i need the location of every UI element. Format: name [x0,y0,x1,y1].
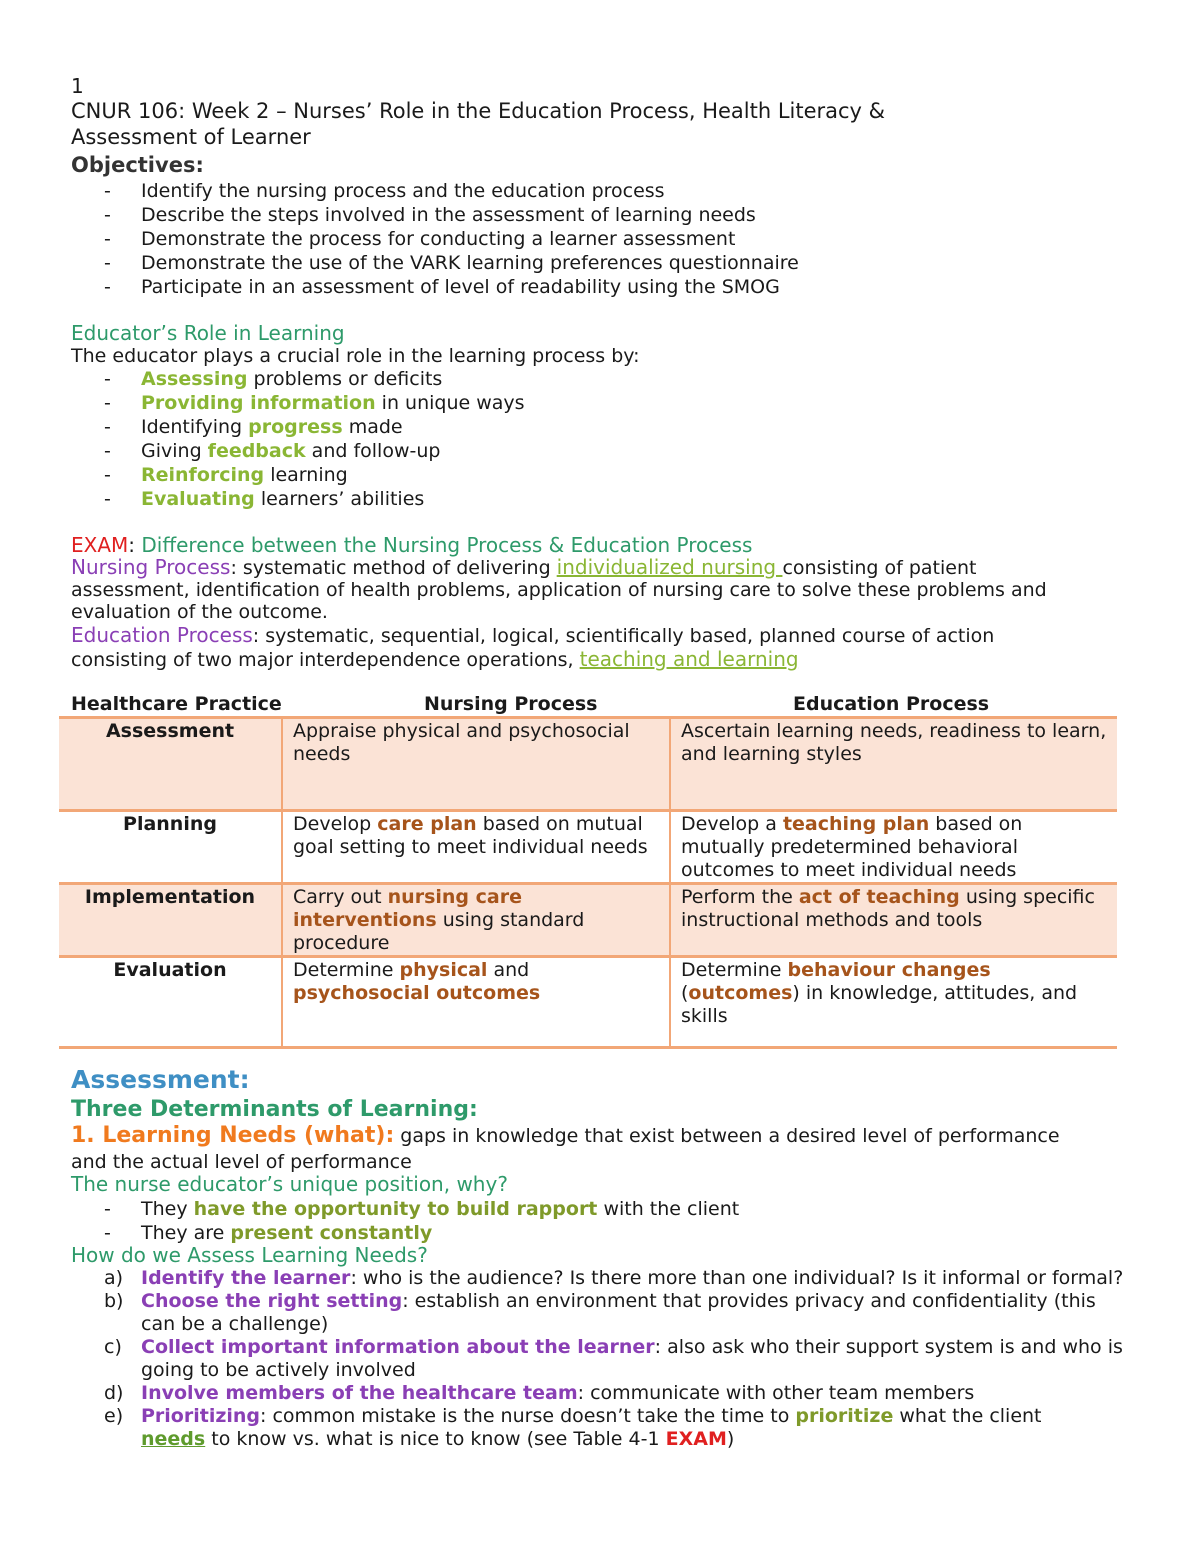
document-title-line1: CNUR 106: Week 2 – Nurses’ Role in the Education Process, Health Literacy & [71,99,886,123]
educator-role-item: - Giving feedback and follow-up [71,439,525,463]
process-comparison-table [59,716,1117,1049]
objectives-heading: Objectives: [71,153,204,177]
educator-role-item: - Evaluating learners’ abilities [71,487,525,511]
nursing-process-definition-line3: evaluation of the outcome. [71,601,328,623]
assessment-step: a) Identify the learner: who is the audience? Is there more than one individual? Is it informal or formal? [104,1267,1124,1289]
table-row [59,811,1117,884]
assessment-heading: Assessment: [71,1065,250,1094]
exam-difference-heading: EXAM: Difference between the Nursing Process & Education Process [71,533,753,557]
table-header-healthcare-practice: Healthcare Practice [71,693,282,715]
row-label: Assessment [59,718,282,811]
document-title-line2: Assessment of Learner [71,125,311,149]
educator-role-item: - Providing information in unique ways [71,391,525,415]
table-row [59,884,1117,957]
nursing-cell: Develop care plan based on mutual goal setting to meet individual needs [282,811,670,884]
education-process-definition-line2: consisting of two major interdependence operations, teaching and learning [71,647,799,671]
unique-position-heading: The nurse educator’s unique position, why? [71,1172,508,1196]
education-process-definition: Education Process: systematic, sequential, logical, scientifically based, planned course of action [71,623,995,647]
nursing-process-definition-line2: assessment, identification of health problems, application of nursing care to solve these problems and [71,579,1047,601]
educator-role-list [71,367,525,511]
educator-role-item: - Identifying progress made [71,415,525,439]
assessment-steps-list [71,1267,1131,1451]
education-cell: Perform the act of teaching using specific instructional methods and tools [670,884,1117,957]
nursing-cell: Carry out nursing care interventions using standard procedure [282,884,670,957]
assessment-step: e) Prioritizing: common mistake is the nurse doesn’t take the time to prioritize what the client needs to know vs. what is nice to know (see Table 4-1 EXAM) [104,1405,1042,1450]
learning-needs-definition-line2: and the actual level of performance [71,1151,412,1173]
table-header-education-process: Education Process [793,693,990,715]
assessment-step: b) Choose the right setting: establish an environment that provides privacy and confidentiality (this can be a challenge) [104,1290,1096,1335]
educator-role-item: - Assessing problems or deficits [71,367,525,391]
objective-item: - Participate in an assessment of level of readability using the SMOG [71,275,799,299]
objective-item: - Describe the steps involved in the assessment of learning needs [71,203,799,227]
educator-intro: The educator plays a crucial role in the learning process by: [71,345,640,367]
educator-role-item: - Reinforcing learning [71,463,525,487]
table-row [59,718,1117,811]
determinants-heading: Three Determinants of Learning: [71,1097,478,1122]
objective-item: - Demonstrate the process for conducting a learner assessment [71,227,799,251]
nursing-cell: Determine physical and psychosocial outcomes [282,957,670,1048]
education-cell: Ascertain learning needs, readiness to learn, and learning styles [670,718,1117,811]
unique-position-list [71,1197,739,1245]
education-cell: Determine behaviour changes (outcomes) in knowledge, attitudes, and skills [670,957,1117,1048]
row-label: Implementation [59,884,282,957]
page-number: 1 [71,74,84,98]
educator-heading: Educator’s Role in Learning [71,321,345,345]
assessment-step: c) Collect important information about the learner: also ask who their support system is and who is going to be actively involved [104,1336,1123,1381]
objectives-list [71,179,799,299]
unique-position-item: - They are present constantly [71,1221,739,1245]
how-assess-heading: How do we Assess Learning Needs? [71,1243,428,1267]
objective-item: - Identify the nursing process and the education process [71,179,799,203]
learning-needs-definition: 1. Learning Needs (what): gaps in knowledge that exist between a desired level of performance [71,1123,1060,1148]
nursing-process-definition: Nursing Process: systematic method of delivering individualized nursing consisting of patient [71,555,977,579]
nursing-cell: Appraise physical and psychosocial needs [282,718,670,811]
unique-position-item: - They have the opportunity to build rapport with the client [71,1197,739,1221]
row-label: Planning [123,813,217,835]
table-row [59,957,1117,1048]
row-label: Evaluation [113,959,227,981]
education-cell: Develop a teaching plan based on mutually predetermined behavioral outcomes to meet individual needs [670,811,1117,884]
assessment-step: d) Involve members of the healthcare team: communicate with other team members [104,1382,975,1404]
objective-item: - Demonstrate the use of the VARK learning preferences questionnaire [71,251,799,275]
table-header-nursing-process: Nursing Process [424,693,598,715]
